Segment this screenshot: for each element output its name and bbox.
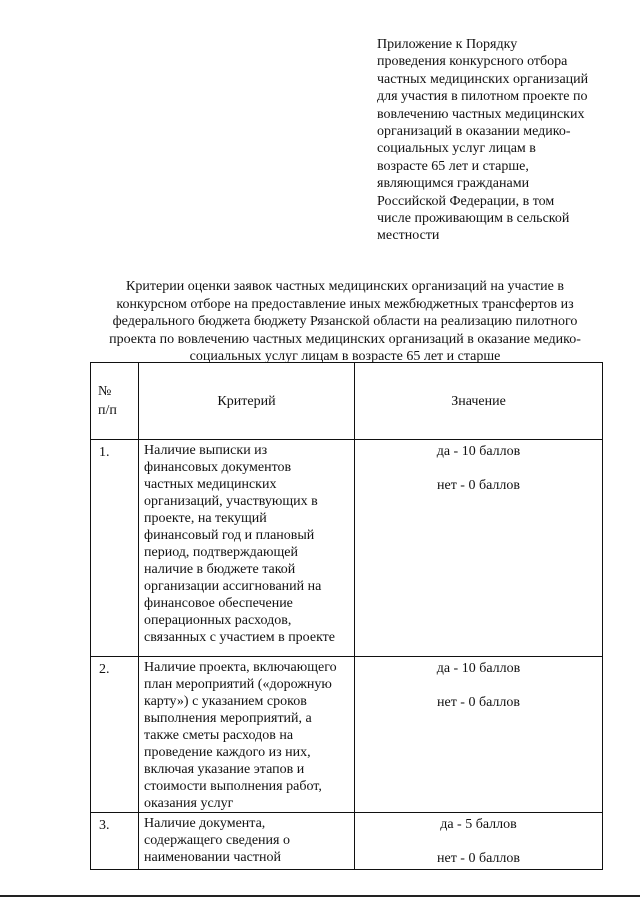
table-row xyxy=(91,440,603,657)
table-header-row xyxy=(91,363,603,440)
scan-bottom-edge xyxy=(0,895,640,897)
heading-line: федерального бюджета бюджету Рязанской области на реализацию пилотного xyxy=(112,314,578,330)
value-no: нет - 0 баллов xyxy=(436,695,521,710)
table-row xyxy=(91,813,603,870)
row-value xyxy=(355,440,603,657)
appendix-line: являющимся гражданами xyxy=(377,176,530,192)
appendix-line: Приложение к Порядку xyxy=(377,37,518,52)
criteria-table xyxy=(90,362,603,870)
appendix-line: возрасте 65 лет и старше, xyxy=(377,158,529,174)
header-number: № п/п xyxy=(91,363,139,440)
heading-line: проекта по вовлечению частных медицинских организаций в оказание медико- xyxy=(109,331,581,347)
row-value xyxy=(355,657,603,813)
value-yes: да - 10 баллов xyxy=(436,661,521,676)
row-number: 3. xyxy=(91,813,139,870)
row-criterion: Наличие выписки из финансовых документов частных медицинских организаций, участвующих в проекте, на текущий финансовый год и плановый период, подтверждающей наличие в бюджете такой организации ассигнований на финансовое обеспечение операционных расходов, связанных с участием в проекте xyxy=(139,440,355,657)
appendix-line: для участия в пилотном проекте по xyxy=(377,89,588,105)
appendix-line: социальных услуг лицам в xyxy=(377,141,536,157)
appendix-line: вовлечению частных медицинских xyxy=(377,106,585,122)
appendix-line: числе проживающим в сельской xyxy=(377,211,570,227)
header-value: Значение xyxy=(355,363,603,440)
appendix-line: Российской Федерации, в том xyxy=(377,193,555,209)
table-row xyxy=(91,657,603,813)
appendix-note xyxy=(377,36,617,245)
document-heading xyxy=(80,278,610,366)
row-criterion: Наличие документа, содержащего сведения о наименовании частной xyxy=(139,813,355,870)
heading-line: конкурсном отборе на предоставление иных межбюджетных трансфертов из xyxy=(116,296,574,312)
appendix-line: проведения конкурсного отбора xyxy=(377,54,568,70)
row-value xyxy=(355,813,603,870)
heading-line: Критерии оценки заявок частных медицинских организаций на участие в xyxy=(126,279,564,294)
value-no: нет - 0 баллов xyxy=(436,851,521,866)
appendix-line: частных медицинских организаций xyxy=(377,71,589,87)
row-number: 1. xyxy=(91,440,139,657)
value-no: нет - 0 баллов xyxy=(436,478,521,493)
row-criterion: Наличие проекта, включающего план мероприятий («дорожную карту») с указанием сроков выполнения мероприятий, а также сметы расходов на проведение каждого из них, включая указание этапов и стоимости выполнения работ, оказания услуг xyxy=(139,657,355,813)
appendix-line: местности xyxy=(377,228,440,244)
header-criterion: Критерий xyxy=(139,363,355,440)
value-yes: да - 10 баллов xyxy=(436,444,521,459)
appendix-line: организаций в оказании медико- xyxy=(377,124,571,140)
row-number: 2. xyxy=(91,657,139,813)
heading-line: социальных услуг лицам в возрасте 65 лет и старше xyxy=(189,349,501,365)
value-yes: да - 5 баллов xyxy=(440,817,517,832)
